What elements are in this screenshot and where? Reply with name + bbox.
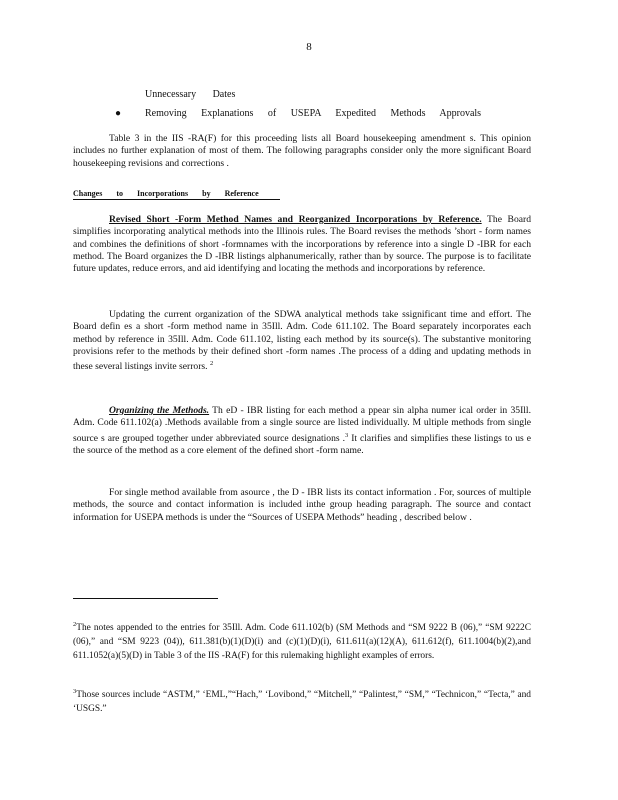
list-item-unnecessary-dates: Unnecessary Dates (145, 89, 236, 100)
footnote-3 (73, 685, 531, 716)
paragraph-body: Updating the current organization of the SDWA analytical methods take ssignificant time and effort. The Board defin es a short -form method name in 35Ill. Adm. Code 611.102. The Board separately incorporates each method by reference in 35Ill. Adm. Code 611.102, listing each method by its source(s). The substantive monitoring provisions refer to the methods by their defined short -form names .The process of a dding and updating methods in these several listings invite serrors. (73, 309, 531, 373)
section-heading: Changes to Incorporations by Reference (73, 189, 280, 200)
bullet-icon: ● (115, 108, 122, 119)
paragraph-revised-names (73, 214, 531, 275)
paragraph-body: The Board simplifies incorporating analytical methods into the Illinois rules. The Board revises the methods ’short - form names and combines the definitions of short -formnames with the incorporations by reference into a single D -IBR for each method. The Board organizes the D -IBR listings alphanumerically, rather than by source. The purpose is to facilitate future updates, reduce errors, and aid identifying and locating the methods and incorporations by reference. (73, 214, 531, 275)
paragraph-heading: Revised Short -Form Method Names and Reorganized Incorporations by Reference. (109, 214, 482, 225)
paragraph-updating (73, 309, 531, 374)
footnote-2 (73, 618, 531, 663)
paragraph-heading: Organizing the Methods. (109, 405, 210, 416)
footnote-text: The notes appended to the entries for 35Ill. Adm. Code 611.102(b) (SM Methods and “SM 9222 B (06),” “SM 9222C (06),” and “SM 9223 (04)), 611.381(b)(1)(D)(i) and (c)(1)(D)(i), 611.611(a)(12)(A), 611.612(f), 611.1004(b)(2),and 611.1052(a)(5)(D) in Table 3 of the IIS -RA(F) for this rulemaking highlight examples of errors. (73, 623, 531, 662)
footnote-mark: 3 (73, 688, 77, 695)
intro-paragraph: Table 3 in the IIS -RA(F) for this proceeding lists all Board housekeeping amendment s. This opinion includes no further explanation of most of them. The following paragraphs consider only the more significant Board housekeeping revisions and corrections . (73, 133, 531, 169)
page-number: 8 (306, 41, 312, 53)
bullet-item-text: Removing Explanations of USEPA Expedited Methods Approvals (145, 108, 482, 119)
footnote-mark: 2 (73, 621, 77, 628)
footnote-text: Those sources include “ASTM,” ‘EML,”“Hach,” ‘Lovibond,” “Mitchell,” “Palintest,” “SM,” “Technicon,” “Tecta,” and ‘USGS.” (73, 690, 531, 715)
paragraph-single-method: For single method available from asource , the D - IBR lists its contact information . For, sources of multiple methods, the source and contact information is included inthe group heading paragraph. The source and contact information for USEPA methods is under the “Sources of USEPA Methods” heading , described below . (73, 487, 531, 523)
bullet-list-item (115, 108, 481, 119)
paragraph-organizing (73, 405, 531, 457)
paragraph-body-continued: It clarifies and simplifies these listings to us e the source of the method as a core element of the defined short -form name. (73, 432, 531, 457)
footnote-separator (73, 598, 218, 599)
footnote-ref: 2 (209, 360, 214, 368)
footnote-ref: 3 (344, 431, 349, 439)
paragraph-body: Th eD - IBR listing for each method a ppear sin alpha numer ical order in 35Ill. Adm. Code 611.102(a) .Methods available from a single source are listed individually. M ultiple methods from single source s are grouped together under abbreviated source designations . (73, 405, 531, 444)
